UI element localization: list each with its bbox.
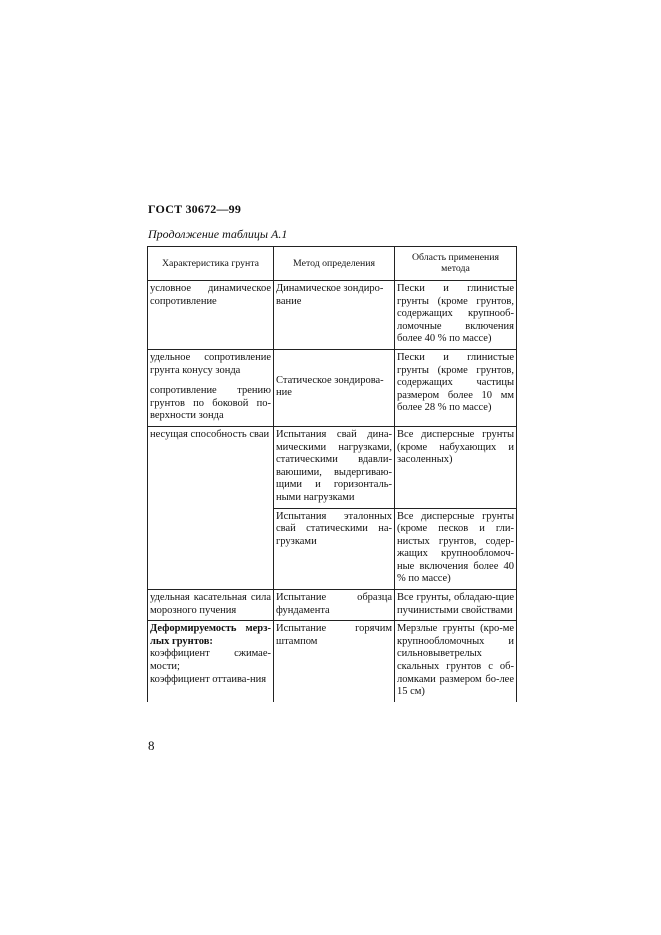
column-header-scope: Область применения метода [395,247,517,281]
characteristic-line: коэффициент оттаива-ния [150,673,267,685]
column-header-characteristic: Характеристика грунта [148,247,274,281]
cell-characteristic [148,621,274,702]
cell-scope: Все дисперсные грунты (кроме набухающих и засоленных) [395,426,517,508]
cell-method: Испытания эталонных свай статическими на-грузками [274,508,395,590]
cell-method: Динамическое зондиро-вание [274,281,395,350]
characteristic-line: удельное сопротивление грунта конусу зонда [150,351,271,376]
cell-characteristic [148,349,274,426]
cell-scope: Мерзлые грунты (кро-ме крупнообломочных и сильновыветрелых скальных грунтов с об-ломками размером бо-лее 15 см) [395,621,517,702]
table-header-row [148,247,517,281]
characteristic-title: Деформируемость мерз-лых грунтов: [150,623,271,647]
table-row [148,590,517,621]
cell-method: Статическое зондирова-ние [274,349,395,426]
cell-method: Испытание горячим штампом [274,621,395,702]
cell-characteristic: несущая способность сваи [148,426,274,589]
soil-methods-table [147,246,517,702]
table-row [148,426,517,508]
table-row [148,349,517,426]
cell-method: Испытание образца фундамента [274,590,395,621]
cell-scope: Все грунты, обладаю-щие пучинистыми свойствами [395,590,517,621]
cell-method: Испытания свай дина-мическими нагрузками, статическими вдавли-ваюшими, выдергиваю-щими и горизонталь-ными нагрузками [274,426,395,508]
cell-scope: Пески и глинистые грунты (кроме грунтов, содержащих крупнооб-ломочные включения более 40 % по массе) [395,281,517,350]
document-code: ГОСТ 30672—99 [148,202,242,216]
characteristic-line: сопротивление трению грунтов по боковой по-верхности зонда [150,385,271,422]
table-row [148,621,517,702]
characteristic-line: коэффициент сжимае-мости; [150,648,271,673]
cell-scope: Все дисперсные грунты (кроме песков и гли-нистых грунтов, содер-жащих крупнообломоч-ные включения более 40 % по массе) [395,508,517,590]
cell-scope: Пески и глинистые грунты (кроме грунтов, содержащих частицы размером более 10 мм более 28 % по массе) [395,349,517,426]
column-header-method: Метод определения [274,247,395,281]
table-caption: Продолжение таблицы А.1 [148,227,288,241]
cell-characteristic: условное динамическое сопротивление [148,281,274,350]
page-number: 8 [148,738,155,753]
table-row [148,281,517,350]
cell-characteristic: удельная касательная сила морозного пучения [148,590,274,621]
